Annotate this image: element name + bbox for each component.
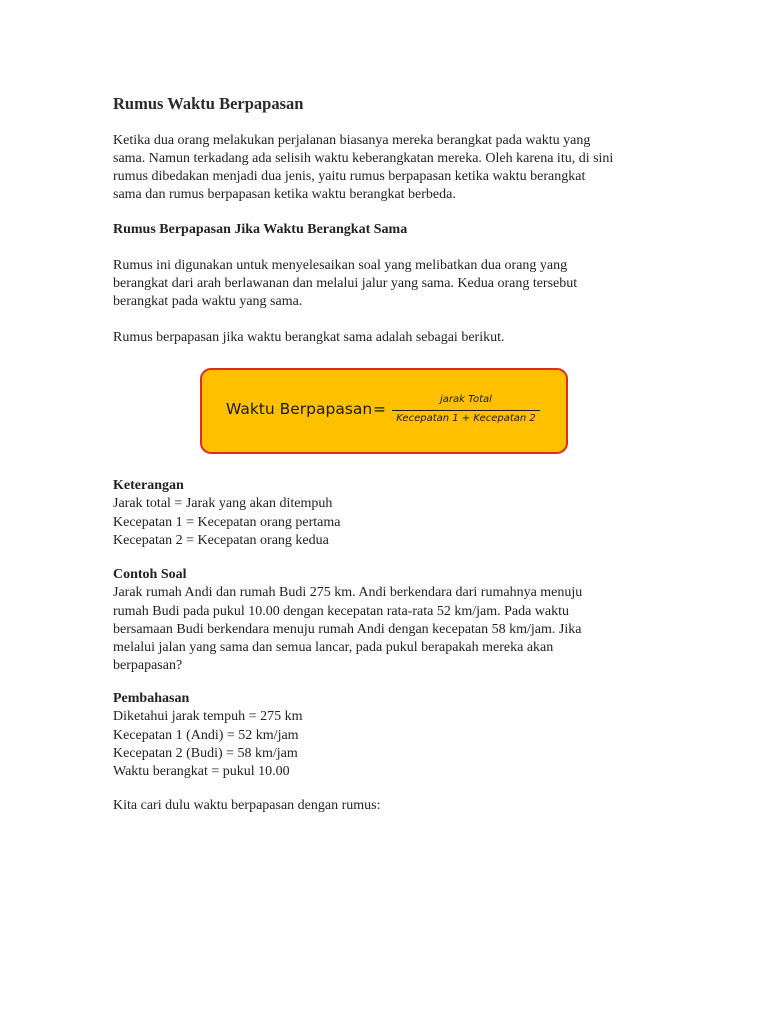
pembahasan-line: Diketahui jarak tempuh = 275 km xyxy=(113,709,303,725)
keterangan-section xyxy=(113,477,341,550)
closing-text: Kita cari dulu waktu berpapasan dengan rumus: xyxy=(113,798,381,813)
formula-numerator: jarak Total xyxy=(440,394,492,405)
contoh-soal-section xyxy=(113,566,582,676)
pembahasan-line: Kecepatan 1 (Andi) = 52 km/jam xyxy=(113,727,299,743)
intro-line: sama dan rumus berpapasan ketika waktu berangkat berbeda. xyxy=(113,187,456,202)
section-line: berangkat dari arah berlawanan dan melalui jalur yang sama. Kedua orang tersebut xyxy=(113,276,578,291)
formula-denominator: Kecepatan 1 + Kecepatan 2 xyxy=(396,413,536,424)
contoh-soal-line: bersamaan Budi berkendara menuju rumah Andi dengan kecepatan 58 km/jam. Jika xyxy=(113,621,582,637)
formula-lhs: Waktu Berpapasan xyxy=(226,400,373,418)
keterangan-line: Jarak total = Jarak yang akan ditempuh xyxy=(113,496,333,512)
document-title: Rumus Waktu Berpapasan xyxy=(113,94,304,113)
contoh-soal-line: Jarak rumah Andi dan rumah Budi 275 km. Andi berkendara dari rumahnya menuju xyxy=(113,585,583,601)
formula-intro-text: Rumus berpapasan jika waktu berangkat sama adalah sebagai berikut. xyxy=(113,330,505,345)
intro-line: sama. Namun terkadang ada selisih waktu keberangkatan mereka. Oleh karena itu, di sini xyxy=(113,151,614,166)
section-title: Rumus Berpapasan Jika Waktu Berangkat Sama xyxy=(113,222,408,237)
section-paragraph xyxy=(113,257,577,311)
contoh-soal-line: berpapasan? xyxy=(113,658,183,674)
formula-box xyxy=(200,368,568,454)
intro-line: rumus dibedakan menjadi dua jenis, yaitu rumus berpapasan ketika waktu berangkat xyxy=(113,169,586,184)
intro-paragraph xyxy=(113,132,613,204)
section-line: Rumus ini digunakan untuk menyelesaikan soal yang melibatkan dua orang yang xyxy=(113,258,568,273)
formula-equals-sign: = xyxy=(373,400,386,418)
keterangan-line: Kecepatan 1 = Kecepatan orang pertama xyxy=(113,514,341,530)
formula-fraction xyxy=(392,394,540,432)
contoh-soal-line: rumah Budi pada pukul 10.00 dengan kecepatan rata-rata 52 km/jam. Pada waktu xyxy=(113,603,570,619)
section-line: berangkat pada waktu yang sama. xyxy=(113,294,303,309)
keterangan-heading: Keterangan xyxy=(113,478,184,493)
pembahasan-line: Waktu berangkat = pukul 10.00 xyxy=(113,764,290,780)
fraction-bar xyxy=(392,410,540,411)
formula-intro xyxy=(113,329,504,347)
contoh-soal-line: melalui jalan yang sama dan semua lancar, pada pukul berapakah mereka akan xyxy=(113,640,554,656)
closing-paragraph xyxy=(113,797,380,815)
pembahasan-section xyxy=(113,690,302,781)
pembahasan-line: Kecepatan 2 (Budi) = 58 km/jam xyxy=(113,745,298,761)
intro-line: Ketika dua orang melakukan perjalanan biasanya mereka berangkat pada waktu yang xyxy=(113,133,591,148)
pembahasan-heading: Pembahasan xyxy=(113,691,190,706)
keterangan-line: Kecepatan 2 = Kecepatan orang kedua xyxy=(113,532,329,548)
contoh-soal-heading: Contoh Soal xyxy=(113,567,187,582)
